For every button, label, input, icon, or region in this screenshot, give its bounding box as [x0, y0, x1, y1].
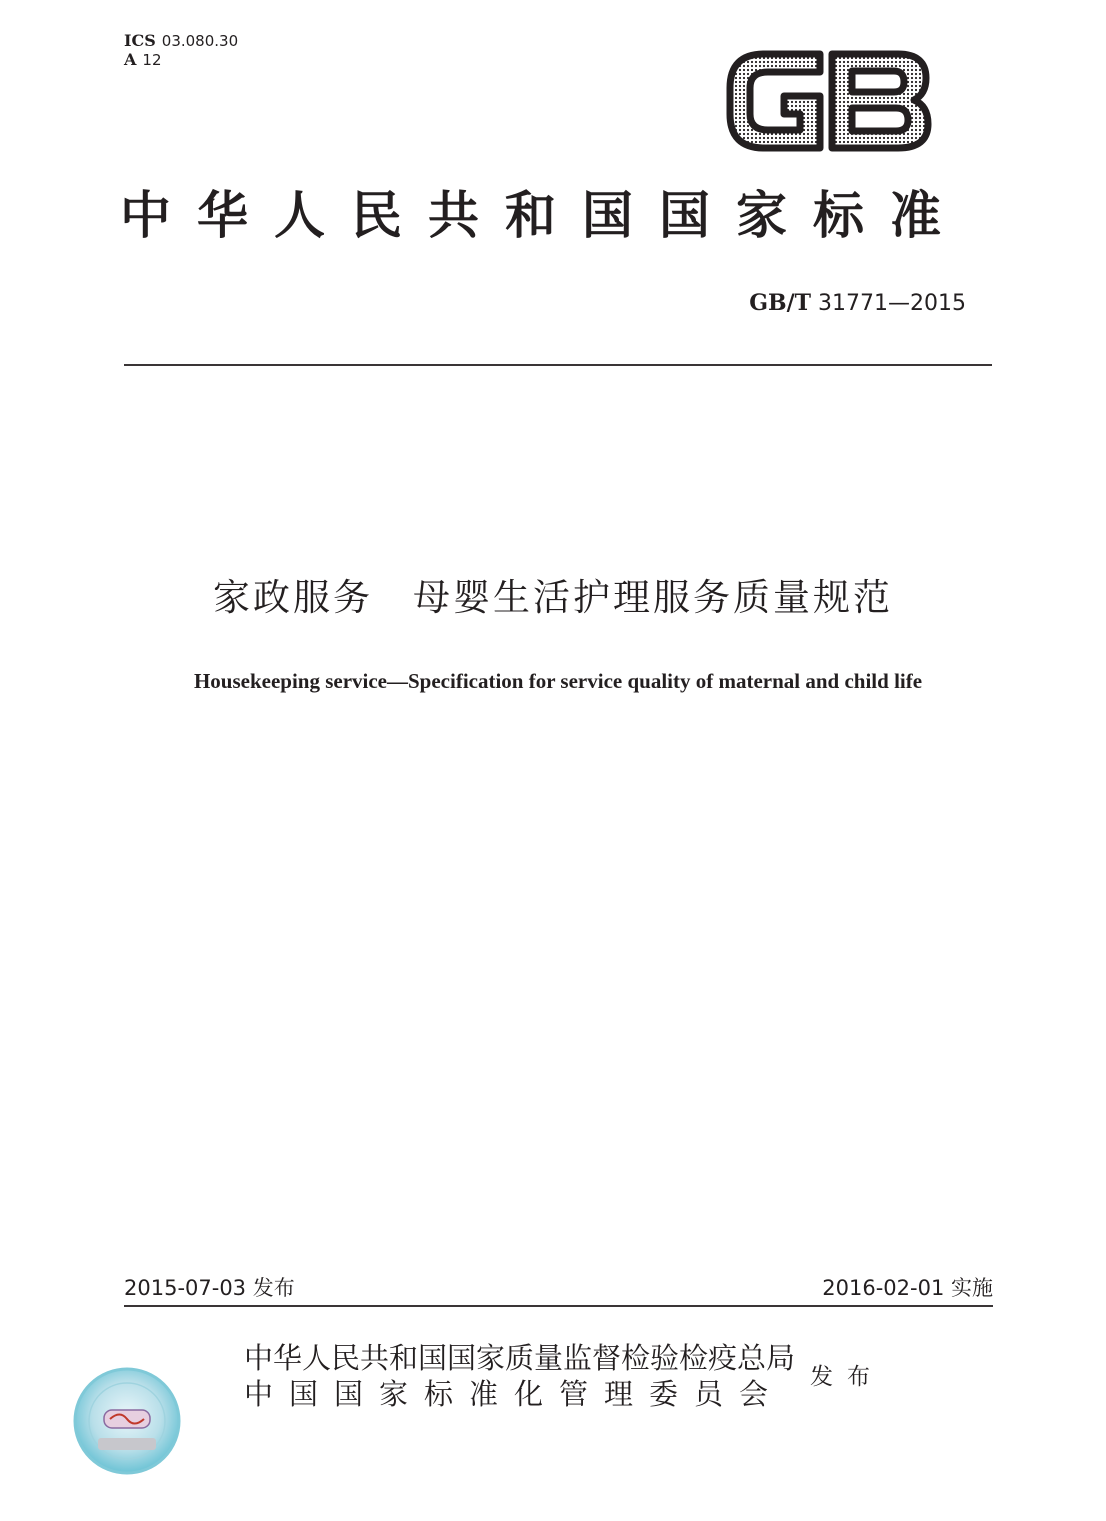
ccs-label: A: [124, 50, 137, 69]
ics-row: [124, 31, 238, 50]
seal-lower-band: [98, 1438, 156, 1450]
anti-counterfeit-seal: [72, 1366, 182, 1476]
standard-number: [749, 289, 966, 318]
gb-logo-b-shape: [832, 54, 928, 148]
bottom-divider: [124, 1305, 993, 1307]
national-standard-title: 中华人民共和国国家标准: [120, 186, 968, 246]
standard-prefix: GB/T: [749, 290, 812, 316]
publish-date: 2015-07-03 发布: [124, 1276, 295, 1300]
ics-label: ICS: [124, 31, 156, 50]
document-title-cn: 家政服务 母婴生活护理服务质量规范: [213, 576, 893, 619]
classification-codes: [124, 31, 238, 69]
ics-value: 03.080.30: [161, 32, 239, 50]
issuer-sac: 中国国家标准化管理委员会: [244, 1377, 785, 1411]
implement-date: 2016-02-01 实施: [822, 1276, 993, 1300]
issue-label: 发布: [810, 1364, 884, 1390]
ccs-value: 12: [142, 51, 162, 69]
gb-logo: [722, 44, 934, 156]
gb-logo-g-shape: [730, 54, 820, 148]
issuing-bodies: [244, 1340, 795, 1412]
standard-code: 31771—2015: [818, 291, 966, 316]
top-divider: [124, 364, 992, 366]
issuer-aqsiq: 中华人民共和国国家质量监督检验检疫总局: [244, 1341, 796, 1375]
document-title-en: Housekeeping service—Specification for service quality of maternal and child life: [193, 669, 923, 693]
ccs-row: [124, 50, 238, 69]
